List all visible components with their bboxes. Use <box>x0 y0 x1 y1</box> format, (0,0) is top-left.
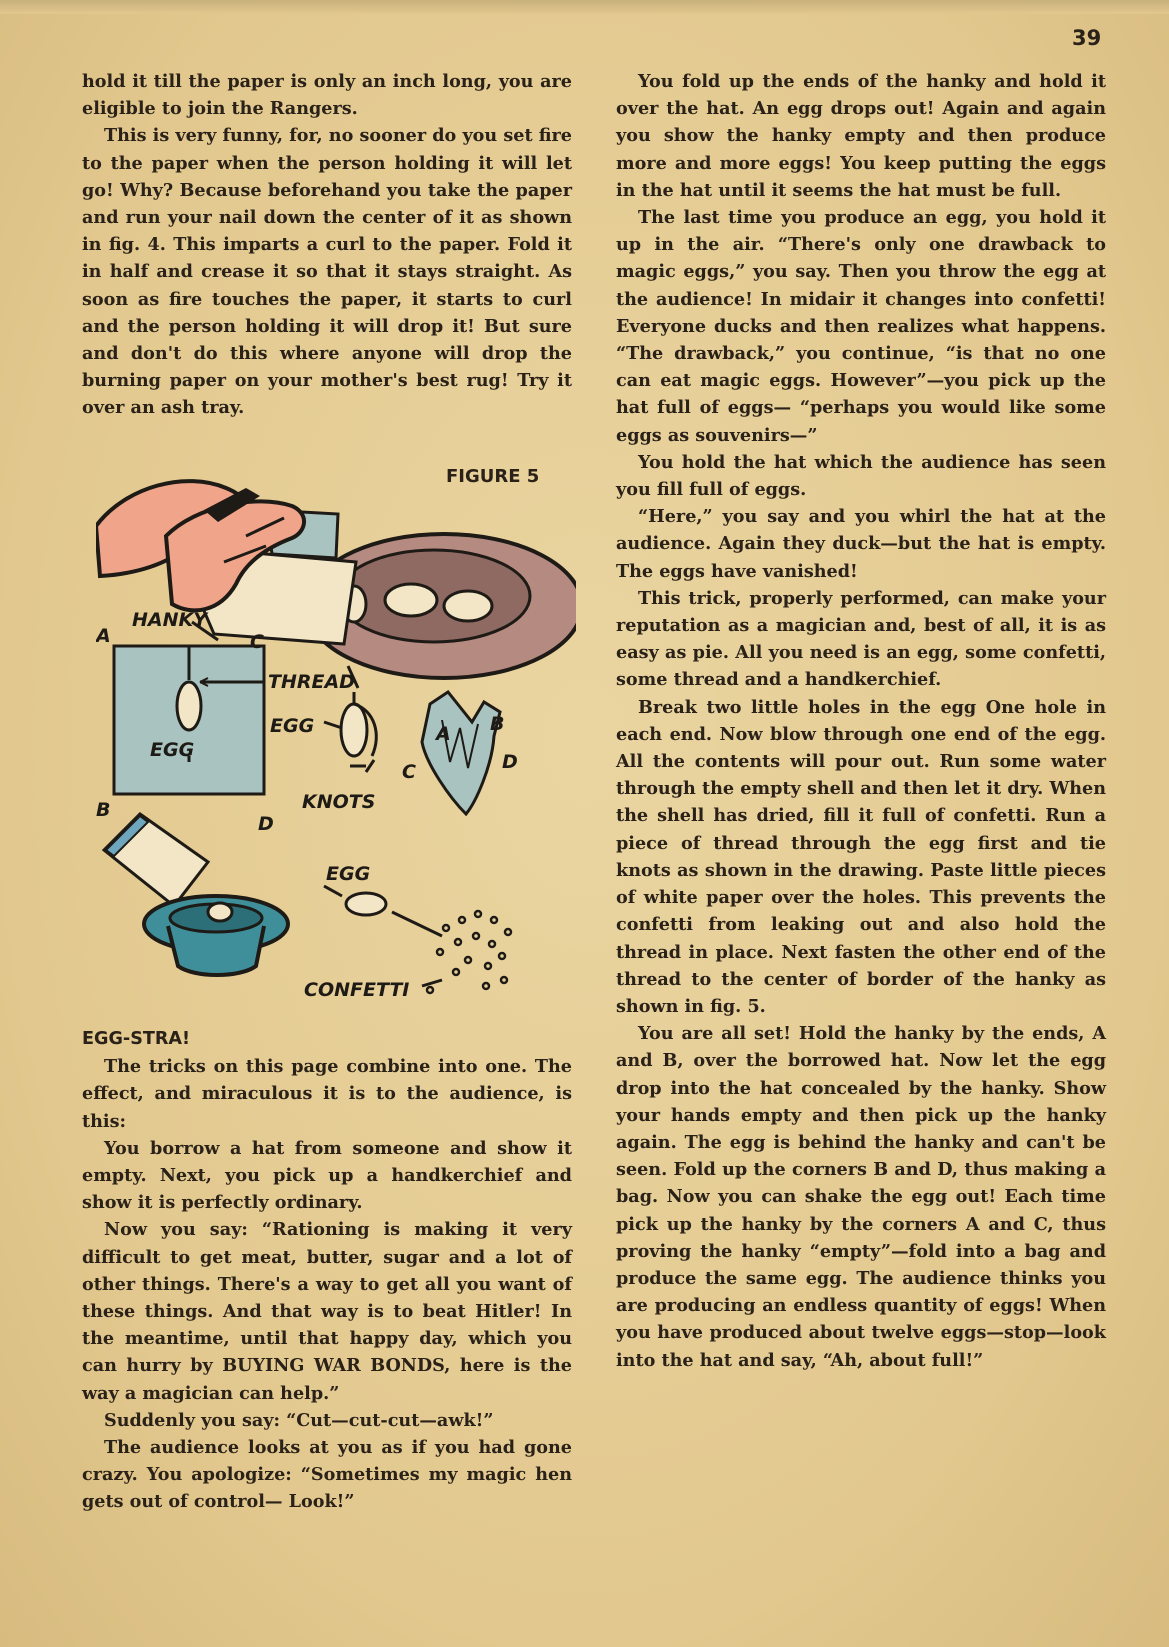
egg-confetti-diagram <box>324 886 511 993</box>
left-column-bottom <box>82 1026 572 1516</box>
label-egg-loose: EGG <box>326 863 371 885</box>
page-number: 39 <box>1072 26 1102 50</box>
label-confetti: CONFETTI <box>304 979 410 1001</box>
label-c-bag: C <box>402 761 416 783</box>
paragraph: You fold up the ends of the hanky and hold it over the hat. An egg drops out! Again and again you show the hanky empty and then produce more and more eggs! You keep putting the eggs in the hat until it seems the hat must be full. <box>616 71 1106 201</box>
paragraph: Suddenly you say: “Cut—cut-cut—awk!” <box>104 1409 494 1431</box>
blue-hat-illustration <box>144 896 288 975</box>
label-d-hanky: D <box>258 813 274 835</box>
paragraph: The tricks on this page combine into one. The effect, and miraculous it is to the audience, is this: <box>82 1056 572 1132</box>
label-b-bag: B <box>490 713 505 735</box>
label-hanky: HANKY <box>132 609 207 631</box>
paragraph: hold it till the paper is only an inch long, you are eligible to join the Rangers. <box>82 71 572 120</box>
paragraph: “Here,” you say and you whirl the hat at the audience. Again they duck—but the hat is empty. The eggs have vanished! <box>616 506 1106 582</box>
paragraph: You are all set! Hold the hanky by the ends, A and B, over the borrowed hat. Now let the egg drop into the hat concealed by the hanky. Show your hands empty and then pick up the hanky again. The egg is behind the hanky and can't be seen. Fold up the corners B and D, thus making a bag. Now you can shake the egg out! Each time pick up the hanky by the corners A and C, thus proving the hanky “empty”—fold into a bag and produce the same egg. The audience thinks you are producing an endless quantity of eggs! When you have produced about twelve eggs—stop—look into the hat and say, “Ah, about full!” <box>616 1023 1106 1371</box>
label-egg-knot: EGG <box>270 715 315 737</box>
paragraph: The last time you produce an egg, you hold it up in the air. “There's only one drawback to magic eggs,” you say. Then you throw the egg at the audience! In midair it changes into confetti! Everyone ducks and then realizes what happens. “The drawback,” you continue, “is that no one can eat magic eggs. However”—you pick up the hat full of eggs— “perhaps you would like some eggs as souvenirs—” <box>616 207 1106 446</box>
label-b-hanky: B <box>96 799 111 821</box>
glass-illustration <box>104 814 208 906</box>
hanky-diagram <box>114 622 264 794</box>
right-column <box>616 68 1106 1374</box>
paragraph: You borrow a hat from someone and show it empty. Next, you pick up a handkerchief and show it is perfectly ordinary. <box>82 1137 572 1214</box>
paragraph: This trick, properly performed, can make your reputation as a magician and, best of all, it is as easy as pie. All you need is an egg, some confetti, some thread and a handkerchief. <box>616 587 1106 691</box>
section-heading: EGG-STRA! <box>82 1029 191 1049</box>
label-d-bag: D <box>502 751 518 773</box>
paragraph: This is very funny, for, no sooner do you set fire to the paper when the person holding it will let go! Why? Because beforehand you take the paper and run your nail down the center of it as shown in fig. 4. This imparts a curl to the paper. Fold it in half and crease it so that it stays straight. As soon as fire touches the paper, it starts to curl and the person holding it will drop it! But sure and don't do this where anyone will drop the burning paper on your mother's best rug! Try it over an ash tray. <box>82 125 572 419</box>
label-knots: KNOTS <box>302 791 376 813</box>
left-column-top <box>82 68 572 422</box>
label-thread: THREAD <box>268 671 355 693</box>
paragraph: Break two little holes in the egg One hole in each end. Now blow through one end of the egg. All the contents will pour out. Run some water through the empty shell and then let it dry. When the shell has dried, fill it full of confetti. Run a piece of thread through the egg first and tie knots as shown in the drawing. Paste little pieces of white paper over the holes. This prevents the confetti from leaking out and also hold the thread in place. Next fasten the other end of the thread to the center of border of the hanky as shown in fig. 5. <box>616 696 1106 1017</box>
label-a-hanky: A <box>96 625 111 647</box>
folded-hanky-bag <box>422 692 500 814</box>
page-top-edge <box>0 0 1169 14</box>
label-c-hanky: C <box>250 631 264 653</box>
paragraph: Now you say: “Rationing is making it very difficult to get meat, butter, sugar and a lot of other things. There's a way to get all you want of these things. And that way is to beat Hitler! In the meantime, until that happy day, which you can hurry by BUYING WAR BONDS, here is the way a magician can help.” <box>82 1219 572 1404</box>
paragraph: You hold the hat which the audience has seen you fill full of eggs. <box>616 451 1106 501</box>
figure-5-illustration <box>96 466 576 1006</box>
figure-title: FIGURE 5 <box>446 466 540 487</box>
label-egg-hanky: EGG <box>150 739 195 761</box>
paragraph: The audience looks at you as if you had gone crazy. You apologize: “Sometimes my magic hen gets out of control— Look!” <box>82 1437 572 1513</box>
label-a-bag: A <box>436 723 451 745</box>
